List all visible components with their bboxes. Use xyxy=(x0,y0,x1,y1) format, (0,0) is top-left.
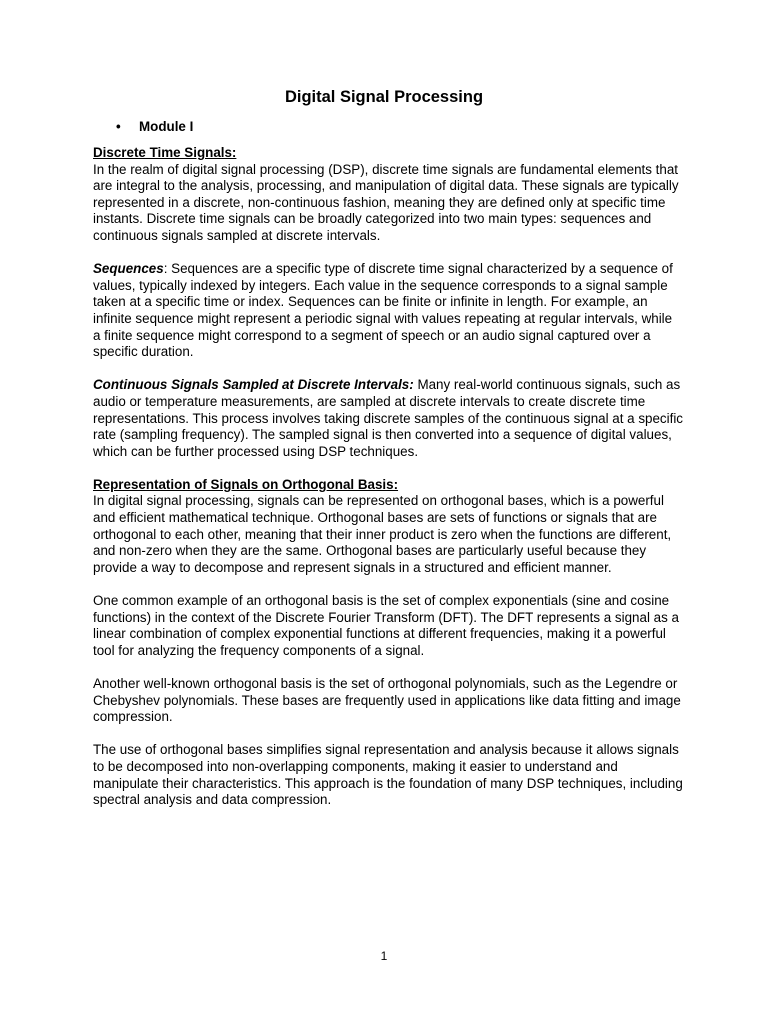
paragraph-spacer xyxy=(93,460,683,477)
page-number: 1 xyxy=(380,949,388,963)
paragraph-spacer xyxy=(93,245,683,262)
continuous-signals-text: Many real-world continuous signals, such as audio or temperature measurements, are sampled at discrete intervals to create discrete time representations. This process involves taking discrete samples of the continuous signal at a specific rate (sampling frequency). The sampled signal is then converted into a sequence of digital values, which can be further processed using DSP techniques. xyxy=(93,377,683,459)
paragraph-spacer xyxy=(93,726,683,743)
bullet-icon: • xyxy=(116,119,121,134)
document-body xyxy=(93,145,683,809)
paragraph-sequences xyxy=(93,261,683,361)
section-heading-discrete-time-signals: Discrete Time Signals: xyxy=(93,145,237,160)
paragraph-spacer xyxy=(93,576,683,593)
module-label: Module I xyxy=(139,119,194,134)
paragraph-discrete-intro: In the realm of digital signal processing (DSP), discrete time signals are fundamental elements that are integral to the analysis, processing, and manipulation of digital data. These signals are typically represented in a discrete, non-continuous fashion, meaning they are defined only at specific time instants. Discrete time signals can be broadly categorized into two main types: sequences and continuous signals sampled at discrete intervals. xyxy=(93,161,679,243)
term-sequences: Sequences xyxy=(93,261,164,277)
page-title: Digital Signal Processing xyxy=(284,88,484,106)
paragraph-dft-example: One common example of an orthogonal basis is the set of complex exponentials (sine and cosine functions) in the context of the Discrete Fourier Transform (DFT). The DFT represents a signal as a linear combination of complex exponential functions at different frequencies, making it a powerful tool for analyzing the frequency components of a signal. xyxy=(93,593,679,658)
term-continuous-signals: Continuous Signals Sampled at Discrete Intervals: xyxy=(93,377,414,393)
section-heading-orthogonal-basis: Representation of Signals on Orthogonal Basis: xyxy=(93,476,399,492)
paragraph-continuous-signals xyxy=(93,377,683,460)
paragraph-spacer xyxy=(93,659,683,676)
module-bullet-item xyxy=(116,118,193,136)
paragraph-conclusion: The use of orthogonal bases simplifies signal representation and analysis because it allows signals to be decomposed into non-overlapping components, making it easier to understand and manipulate their characteristics. This approach is the foundation of many DSP techniques, including spectral analysis and data compression. xyxy=(93,742,683,808)
sequences-text: : Sequences are a specific type of discrete time signal characterized by a sequence of values, typically indexed by integers. Each value in the sequence corresponds to a signal sample taken at a specific time or index. Sequences can be finite or infinite in length. For example, an infinite sequence might represent a periodic signal with values repeating at regular intervals, while a finite sequence might correspond to a segment of speech or an audio signal captured over a specific duration. xyxy=(93,261,673,360)
paragraph-orthogonal-intro: In digital signal processing, signals can be represented on orthogonal bases, which is a powerful and efficient mathematical technique. Orthogonal bases are sets of functions or signals that are orthogonal to each other, meaning that their inner product is zero when the functions are different, and non-zero when they are the same. Orthogonal bases are particularly useful because they provide a way to decompose and represent signals in a structured and efficient manner. xyxy=(93,493,672,575)
paragraph-spacer xyxy=(93,361,683,378)
paragraph-polynomials: Another well-known orthogonal basis is the set of orthogonal polynomials, such as the Legendre or Chebyshev polynomials. These bases are frequently used in applications like data fitting and image compression. xyxy=(93,676,681,725)
